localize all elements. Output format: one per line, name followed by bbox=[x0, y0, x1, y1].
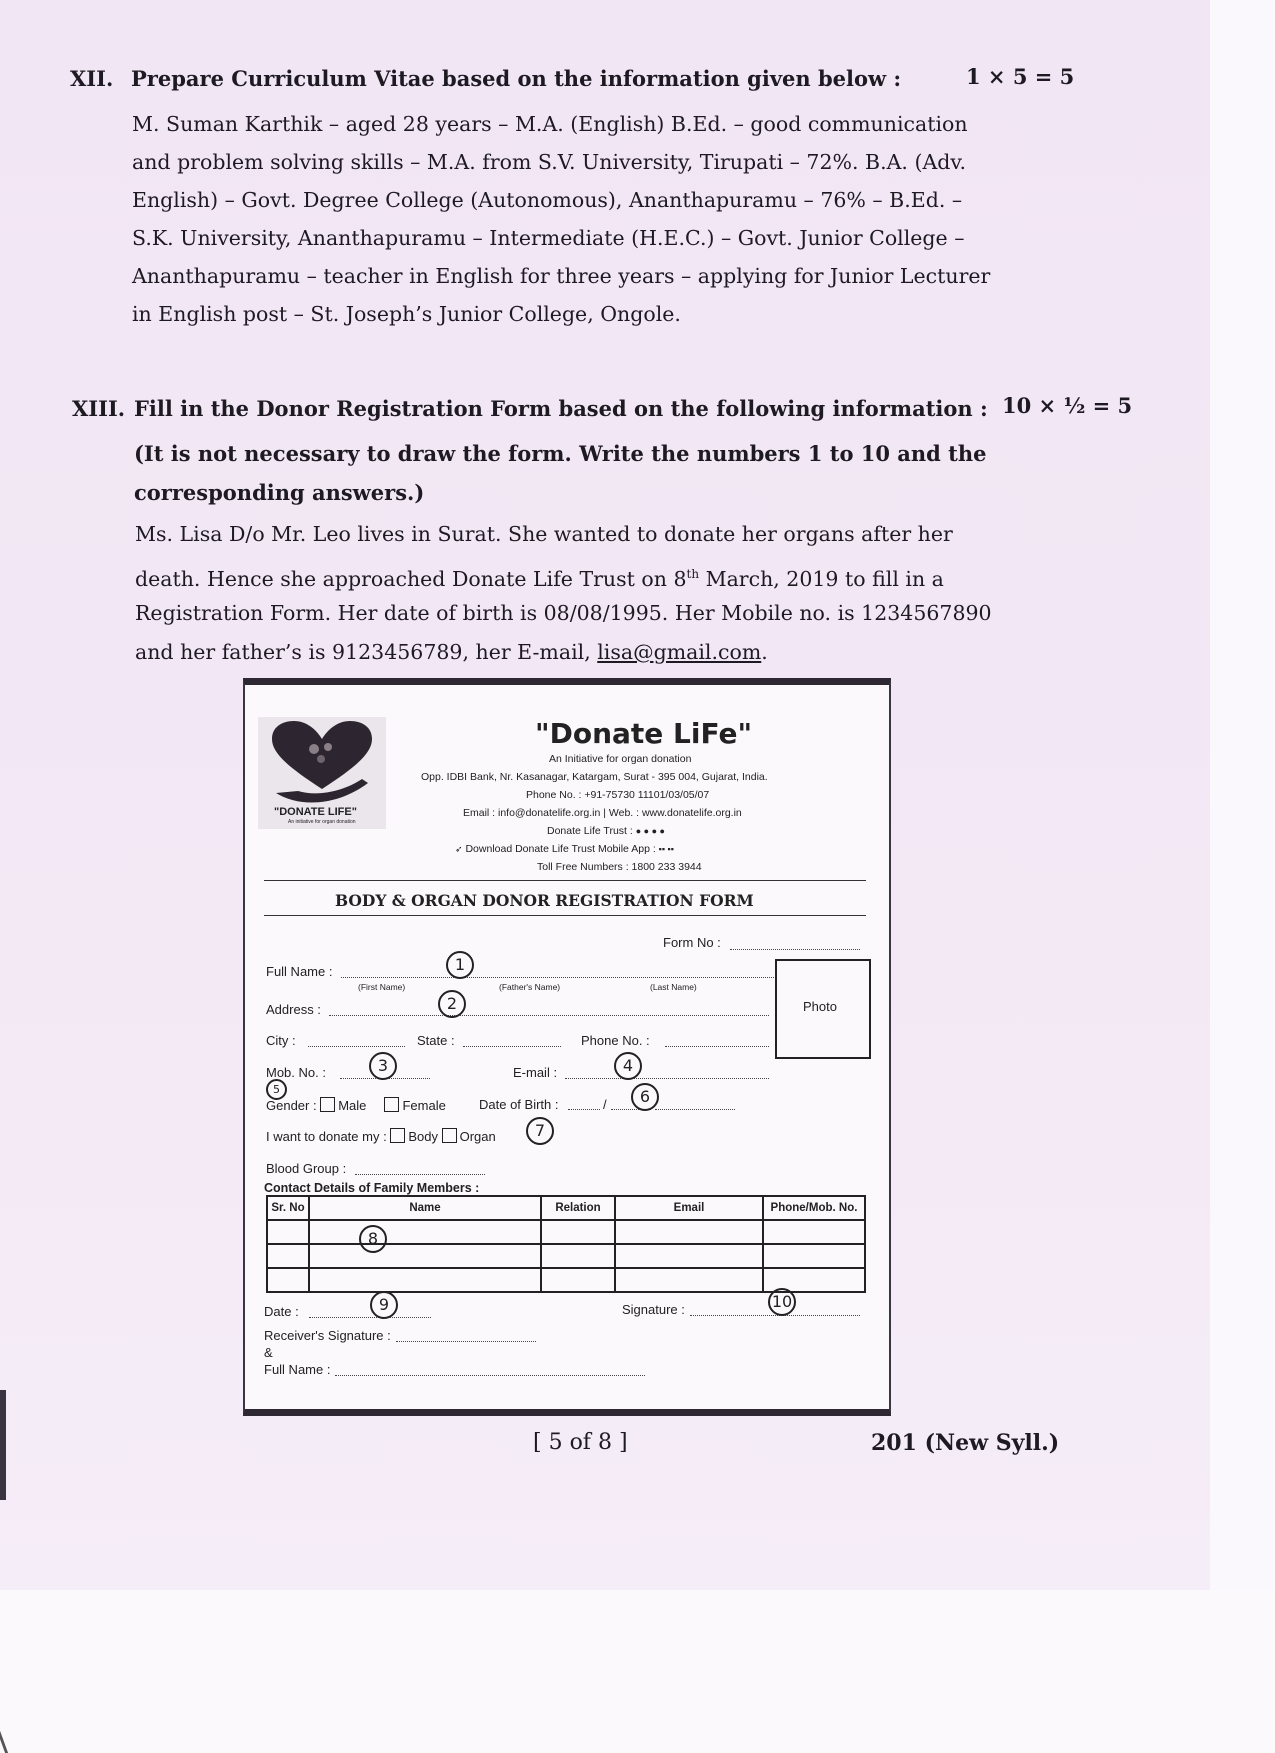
table-cell[interactable] bbox=[615, 1220, 763, 1244]
marker-4: 4 bbox=[614, 1052, 642, 1080]
state-label: State : bbox=[417, 1033, 455, 1048]
download-icon: ➶ bbox=[455, 844, 463, 854]
table-cell[interactable] bbox=[763, 1220, 865, 1244]
family-members-table bbox=[266, 1195, 866, 1293]
form-title: BODY & ORGAN DONOR REGISTRATION FORM bbox=[335, 891, 754, 910]
table-cell[interactable] bbox=[309, 1244, 541, 1268]
gender-row bbox=[266, 1097, 446, 1113]
q12-line-1: M. Suman Karthik – aged 28 years – M.A. (English) B.Ed. – good communication bbox=[132, 112, 968, 136]
page-number: [ 5 of 8 ] bbox=[533, 1430, 628, 1455]
marker-5: 5 bbox=[266, 1079, 287, 1100]
body-label: Body bbox=[408, 1129, 438, 1144]
dob-separator: / bbox=[603, 1097, 607, 1112]
organ-label: Organ bbox=[459, 1129, 496, 1144]
address-field[interactable] bbox=[329, 1015, 769, 1016]
marker-6: 6 bbox=[631, 1083, 659, 1111]
donate-label: I want to donate my : bbox=[266, 1129, 387, 1144]
org-title: "Donate LiFe" bbox=[535, 717, 753, 750]
receiver-signature-field[interactable] bbox=[396, 1341, 536, 1342]
phone-field[interactable] bbox=[665, 1046, 769, 1047]
store-icons: ▪▪ ▪▪ bbox=[658, 844, 674, 854]
paper-code: 201 (New Syll.) bbox=[871, 1430, 1060, 1456]
q12-marks: 1 × 5 = 5 bbox=[966, 64, 1075, 89]
col-email: Email bbox=[615, 1196, 763, 1220]
q13-email-link[interactable]: lisa@gmail.com bbox=[597, 640, 762, 664]
phone-label: Phone No. : bbox=[581, 1033, 650, 1048]
col-relation: Relation bbox=[541, 1196, 615, 1220]
q12-line-5: Ananthapuramu – teacher in English for three years – applying for Junior Lecturer bbox=[132, 264, 991, 288]
contact-details-label: Contact Details of Family Members : bbox=[264, 1181, 480, 1195]
email-field[interactable] bbox=[565, 1078, 769, 1079]
male-checkbox[interactable] bbox=[320, 1097, 335, 1112]
q13-line-4a: and her father’s is 9123456789, her E-mail, bbox=[135, 640, 598, 664]
form-no-field[interactable] bbox=[730, 949, 860, 950]
table-cell[interactable] bbox=[267, 1220, 309, 1244]
q13-number: XIII. bbox=[72, 396, 126, 421]
marker-9: 9 bbox=[370, 1291, 398, 1319]
q13-marks: 10 × ½ = 5 bbox=[1002, 393, 1133, 418]
blood-group-label: Blood Group : bbox=[266, 1161, 347, 1176]
form-no-label: Form No : bbox=[663, 935, 721, 950]
divider-top bbox=[264, 880, 866, 881]
table-cell[interactable] bbox=[763, 1244, 865, 1268]
q13-line-1: Ms. Lisa D/o Mr. Leo lives in Surat. She wanted to donate her organs after her bbox=[135, 522, 953, 546]
city-label: City : bbox=[266, 1033, 296, 1048]
marker-2: 2 bbox=[438, 990, 466, 1018]
email-label: E-mail : bbox=[513, 1065, 558, 1080]
table-row bbox=[267, 1244, 865, 1268]
table-cell[interactable] bbox=[541, 1220, 615, 1244]
marker-7: 7 bbox=[526, 1117, 554, 1145]
receiver-full-name-label: Full Name : bbox=[264, 1362, 331, 1377]
table-cell[interactable] bbox=[541, 1244, 615, 1268]
org-app-label: Download Donate Life Trust Mobile App : bbox=[465, 843, 656, 855]
marker-10: 10 bbox=[768, 1288, 796, 1316]
q12-number: XII. bbox=[70, 66, 114, 91]
q13-note-2: corresponding answers.) bbox=[134, 480, 425, 505]
date-field[interactable] bbox=[309, 1317, 431, 1318]
last-name-hint: (Last Name) bbox=[650, 982, 697, 992]
female-checkbox[interactable] bbox=[384, 1097, 399, 1112]
scan-edge-mark bbox=[0, 1390, 6, 1500]
q13-line-4b: . bbox=[761, 640, 768, 664]
marker-8: 8 bbox=[359, 1225, 387, 1253]
receiver-full-name-field[interactable] bbox=[335, 1375, 645, 1376]
table-cell[interactable] bbox=[267, 1268, 309, 1292]
q13-line-2 bbox=[135, 555, 944, 598]
female-label: Female bbox=[402, 1098, 446, 1113]
first-name-hint: (First Name) bbox=[358, 982, 406, 992]
photo-label: Photo bbox=[803, 999, 837, 1014]
org-app bbox=[455, 843, 674, 855]
q12-line-2: and problem solving skills – M.A. from S.V. University, Tirupati – 72%. B.A. (Adv. bbox=[132, 150, 967, 174]
q13-line-4 bbox=[135, 633, 768, 671]
gender-label: Gender : bbox=[266, 1098, 317, 1113]
photo-box[interactable] bbox=[775, 959, 871, 1059]
table-cell[interactable] bbox=[267, 1244, 309, 1268]
male-label: Male bbox=[338, 1098, 367, 1113]
body-checkbox[interactable] bbox=[390, 1128, 405, 1143]
fathers-name-hint: (Father's Name) bbox=[499, 982, 561, 992]
full-name-field[interactable] bbox=[341, 977, 776, 978]
q12-heading: Prepare Curriculum Vitae based on the information given below : bbox=[131, 66, 902, 91]
table-row bbox=[267, 1220, 865, 1244]
donate-row bbox=[266, 1128, 496, 1144]
q12-line-3: English) – Govt. Degree College (Autonomous), Ananthapuramu – 76% – B.Ed. – bbox=[132, 188, 963, 212]
receiver-signature-label: Receiver's Signature : bbox=[264, 1328, 391, 1343]
donor-registration-form bbox=[243, 678, 891, 1416]
social-icons: ● ● ● ● bbox=[635, 826, 665, 836]
q12-line-4: S.K. University, Ananthapuramu – Intermediate (H.E.C.) – Govt. Junior College – bbox=[132, 226, 965, 250]
table-cell[interactable] bbox=[615, 1268, 763, 1292]
organ-checkbox[interactable] bbox=[442, 1128, 457, 1143]
logo-caption: "DONATE LIFE" bbox=[274, 806, 357, 818]
blood-group-field[interactable] bbox=[355, 1174, 485, 1175]
city-field[interactable] bbox=[308, 1046, 405, 1047]
marker-3: 3 bbox=[369, 1052, 397, 1080]
address-label: Address : bbox=[266, 1002, 321, 1017]
org-email-web: Email : info@donatelife.org.in | Web. : www.donatelife.org.in bbox=[463, 807, 742, 819]
q13-heading: Fill in the Donor Registration Form based on the following information : bbox=[134, 396, 988, 421]
marker-1: 1 bbox=[446, 951, 474, 979]
signature-label: Signature : bbox=[622, 1302, 685, 1317]
heart-hand-icon bbox=[258, 717, 386, 807]
col-name: Name bbox=[309, 1196, 541, 1220]
col-sr-no: Sr. No bbox=[267, 1196, 309, 1220]
dob-label: Date of Birth : bbox=[479, 1097, 559, 1112]
scan-bottom bbox=[0, 1590, 1275, 1753]
q13-line-2-sup: th bbox=[686, 567, 700, 581]
dob-day-field[interactable] bbox=[568, 1109, 600, 1110]
state-field[interactable] bbox=[463, 1046, 561, 1047]
scan-margin bbox=[1210, 0, 1275, 1753]
org-trust-label: Donate Life Trust : bbox=[547, 825, 633, 837]
org-tagline: An Initiative for organ donation bbox=[549, 753, 692, 765]
q13-line-2b: March, 2019 to fill in a bbox=[699, 566, 944, 591]
table-cell[interactable] bbox=[541, 1268, 615, 1292]
table-header-row bbox=[267, 1196, 865, 1220]
logo-subcaption: An initiative for organ donation bbox=[288, 819, 356, 825]
org-address: Opp. IDBI Bank, Nr. Kasanagar, Katargam, Surat - 395 004, Gujarat, India. bbox=[421, 771, 768, 783]
org-trust bbox=[547, 825, 665, 837]
q13-note-1: (It is not necessary to draw the form. Write the numbers 1 to 10 and the bbox=[134, 441, 987, 466]
table-cell[interactable] bbox=[615, 1244, 763, 1268]
signature-field[interactable] bbox=[690, 1315, 860, 1316]
q13-line-2a: death. Hence she approached Donate Life Trust on 8 bbox=[135, 566, 687, 591]
org-tollfree: Toll Free Numbers : 1800 233 3944 bbox=[537, 861, 702, 873]
logo-box bbox=[258, 717, 386, 829]
org-phone: Phone No. : +91-75730 11101/03/05/07 bbox=[526, 789, 710, 801]
col-phone: Phone/Mob. No. bbox=[763, 1196, 865, 1220]
mob-label: Mob. No. : bbox=[266, 1065, 326, 1080]
q13-line-3: Registration Form. Her date of birth is 08/08/1995. Her Mobile no. is 1234567890 bbox=[135, 601, 992, 625]
divider-bottom bbox=[264, 915, 866, 916]
date-label: Date : bbox=[264, 1304, 299, 1319]
table-cell[interactable] bbox=[309, 1220, 541, 1244]
table-cell[interactable] bbox=[309, 1268, 541, 1292]
ampersand: & bbox=[264, 1345, 273, 1360]
q12-line-6: in English post – St. Joseph’s Junior College, Ongole. bbox=[132, 302, 681, 326]
full-name-label: Full Name : bbox=[266, 964, 333, 979]
dob-year-field[interactable] bbox=[655, 1109, 735, 1110]
